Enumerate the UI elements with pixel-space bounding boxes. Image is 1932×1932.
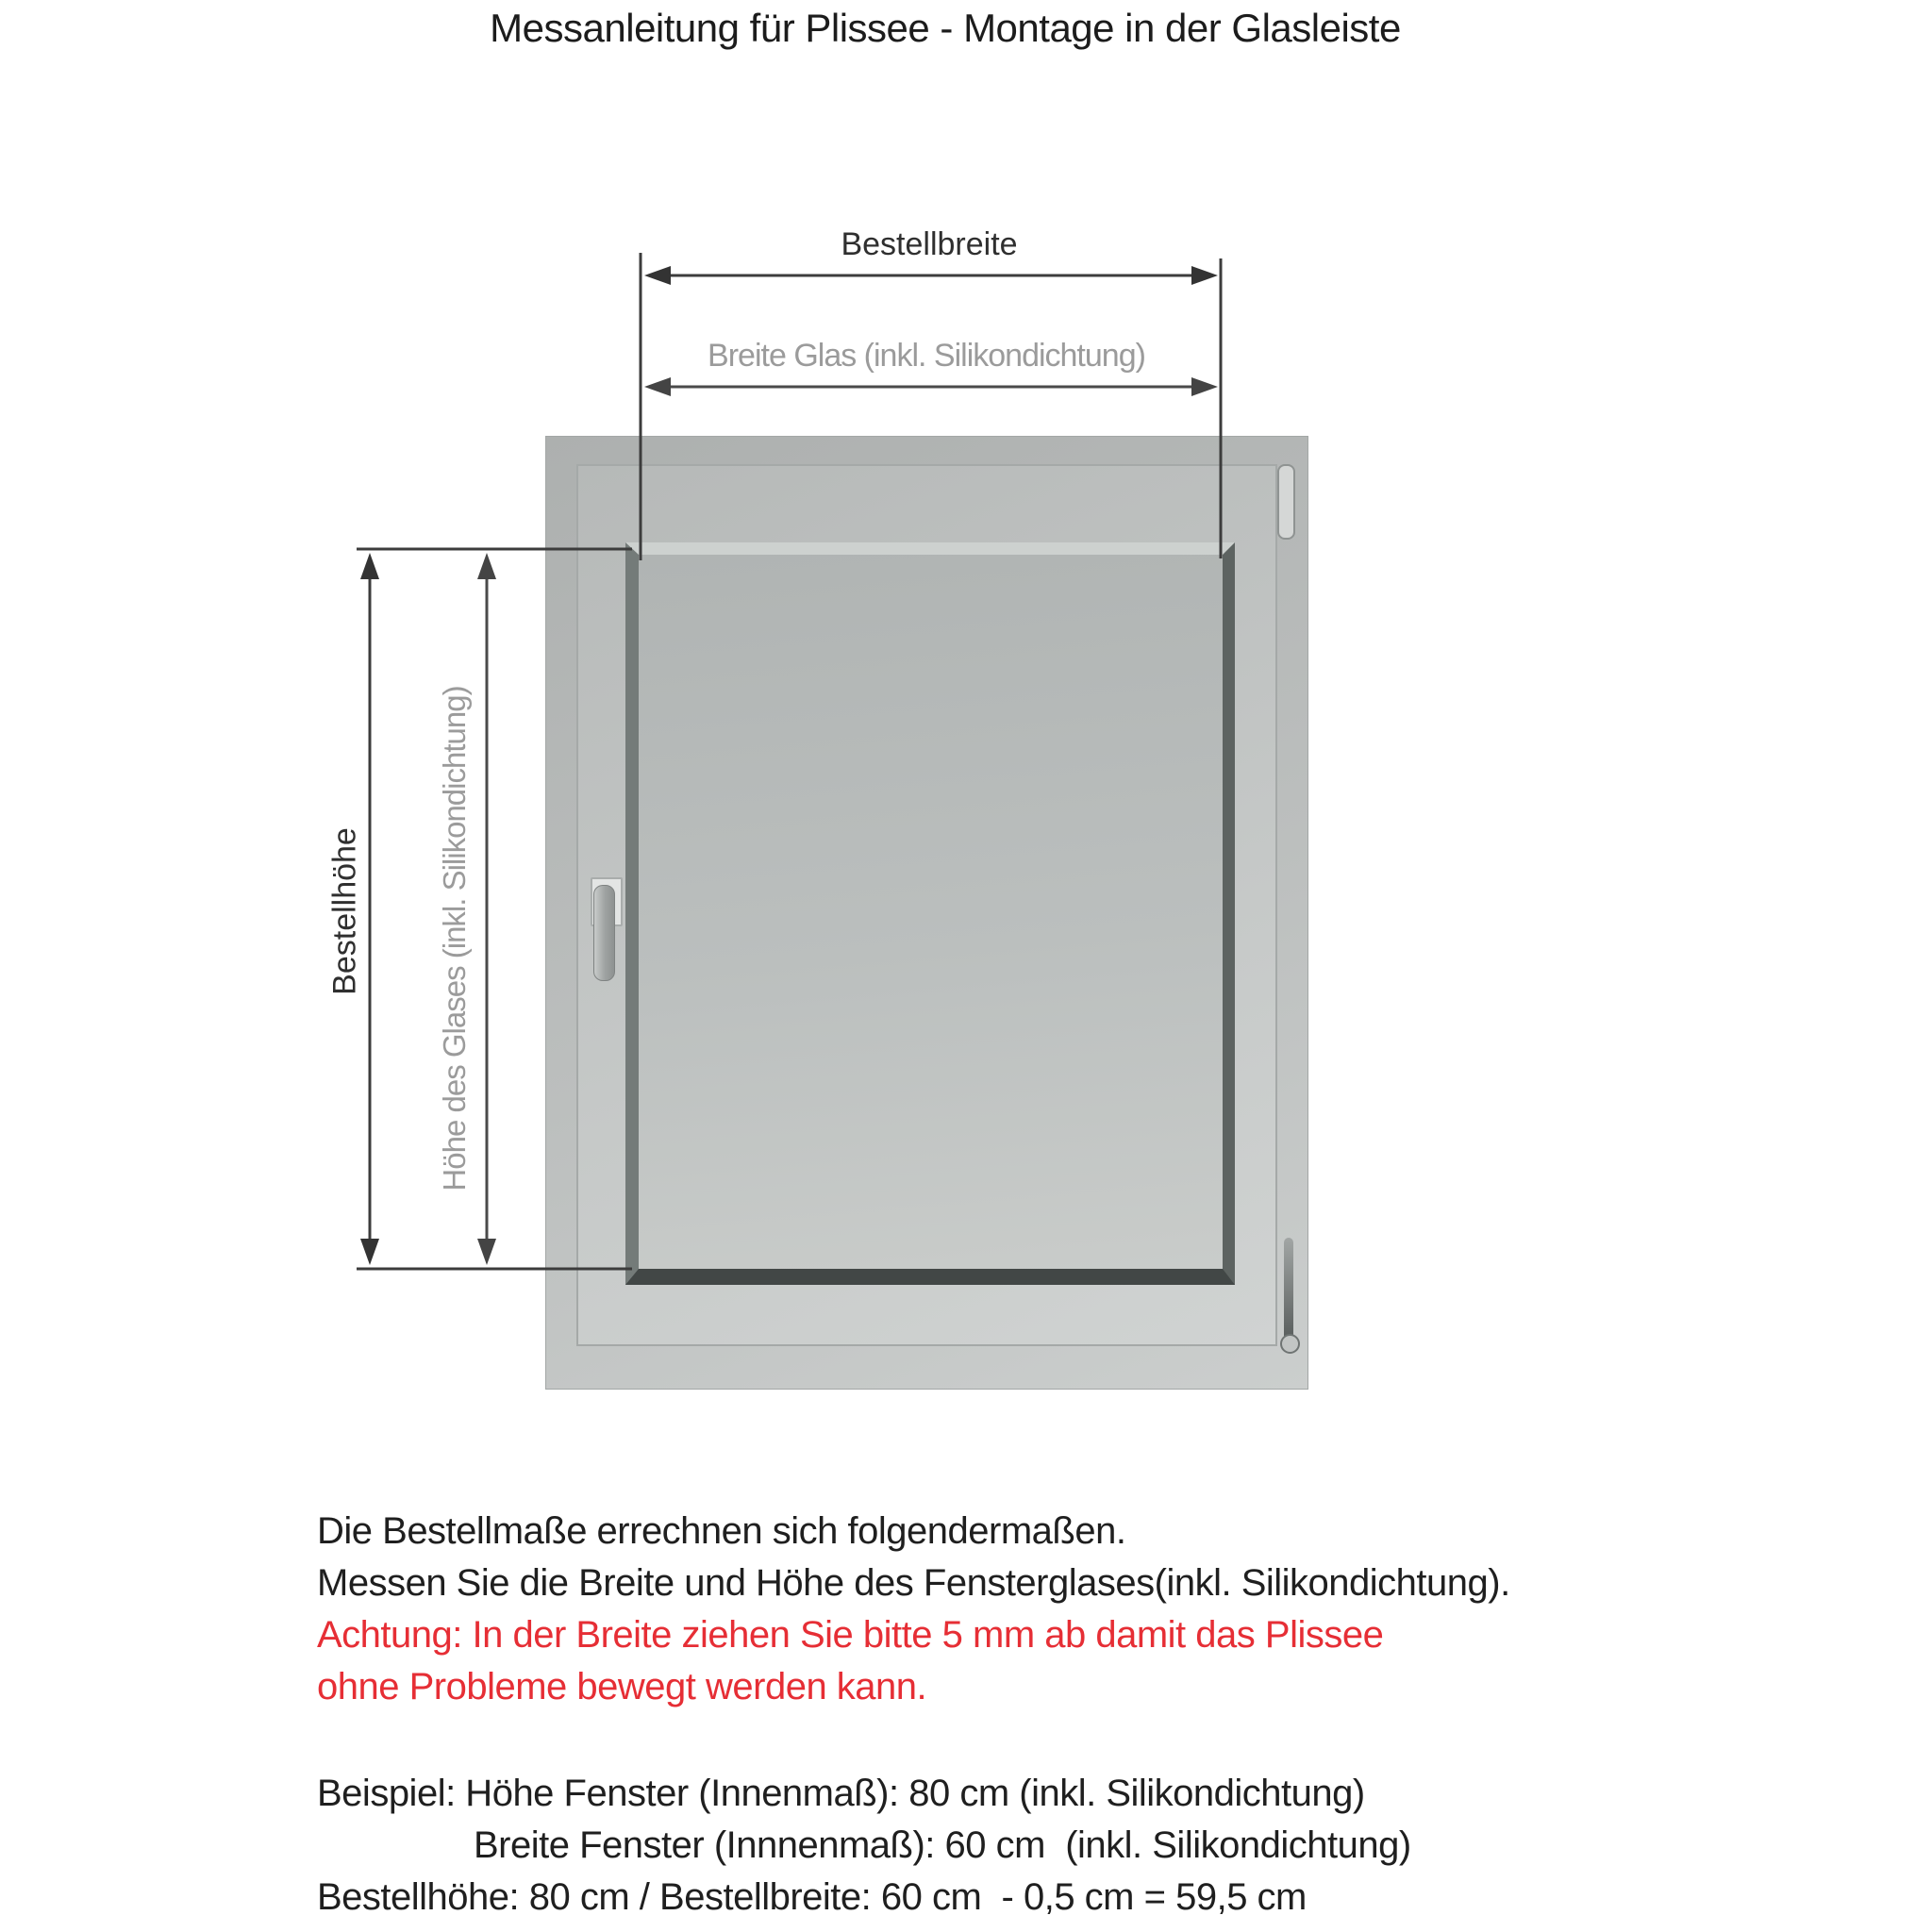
instruction-example-line3: Bestellhöhe: 80 cm / Bestellbreite: 60 cm - 0,5 cm = 59,5 cm: [317, 1876, 1307, 1918]
order-width-arrowhead-right: [1191, 266, 1218, 285]
window-glass-pane: [625, 542, 1235, 1285]
order-height-label: Bestellhöhe: [326, 827, 363, 995]
instruction-warning-line2: ohne Probleme bewegt werden kann.: [317, 1666, 927, 1707]
order-height-arrowhead-bottom: [360, 1239, 379, 1265]
glass-width-label: Breite Glas (inkl. Silikondichtung): [708, 338, 1145, 374]
instruction-warning-line1: Achtung: In der Breite ziehen Sie bitte 5 mm ab damit das Plissee: [317, 1614, 1384, 1656]
window-hinge-bottom: [1284, 1238, 1293, 1343]
glass-width-arrowhead-right: [1191, 377, 1218, 396]
instructions-block: [317, 1506, 1510, 1924]
glass-height-arrowhead-bottom: [477, 1239, 496, 1265]
instruction-example-line1: Beispiel: Höhe Fenster (Innenmaß): 80 cm (inkl. Silikondichtung): [317, 1773, 1365, 1814]
page-title: Messanleitung für Plissee - Montage in der Glasleiste: [490, 6, 1401, 50]
glass-width-arrowhead-left: [644, 377, 671, 396]
glass-height-label: Höhe des Glases (inkl. Silikondichtung): [437, 686, 472, 1191]
window-illustration: [545, 436, 1308, 1390]
window-handle: [593, 885, 615, 981]
window-hinge-bottom-ball: [1280, 1334, 1300, 1354]
glass-height-arrowhead-top: [477, 553, 496, 579]
order-height-arrowhead-top: [360, 553, 379, 579]
instruction-intro-line2: Messen Sie die Breite und Höhe des Fensterglases(inkl. Silikondichtung).: [317, 1562, 1510, 1604]
instruction-example-line2: Breite Fenster (Innnenmaß): 60 cm (inkl. Silikondichtung): [474, 1824, 1411, 1866]
instruction-intro-line1: Die Bestellmaße errechnen sich folgendermaßen.: [317, 1510, 1126, 1552]
window-hinge-top: [1277, 464, 1295, 540]
order-width-arrowhead-left: [644, 266, 671, 285]
order-width-label: Bestellbreite: [841, 226, 1018, 262]
